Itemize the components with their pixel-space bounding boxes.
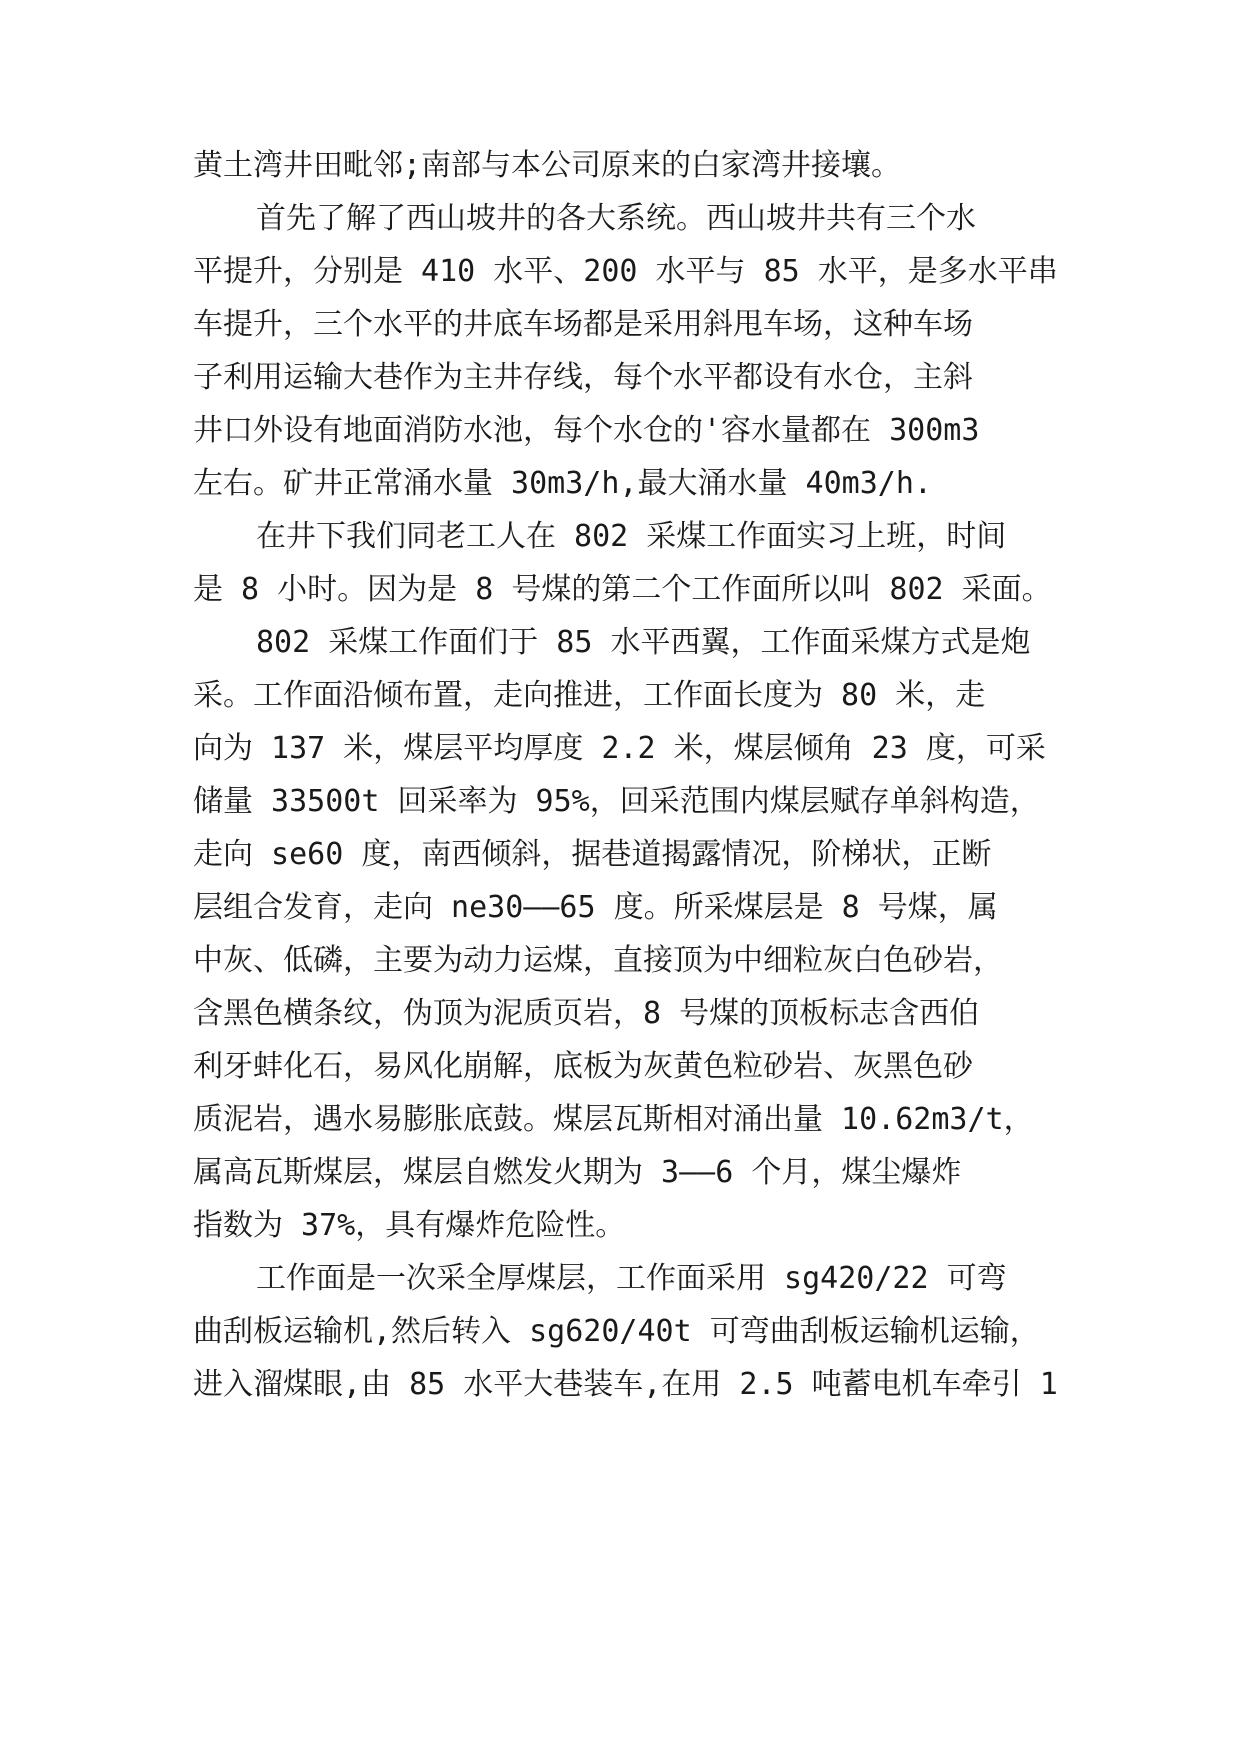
paragraph-start: 工作面是一次采全厚煤层，工作面采用 sg420/22 可弯 <box>256 1261 1007 1296</box>
text-line: 采。工作面沿倾布置，走向推进，工作面长度为 80 米，走 <box>193 678 986 713</box>
text-line: 层组合发育，走向 ne30——65 度。所采煤层是 8 号煤，属 <box>193 890 998 925</box>
text-line: 中灰、低磷，主要为动力运煤，直接顶为中细粒灰白色砂岩， <box>193 943 1003 978</box>
text-line: 车提升，三个水平的井底车场都是采用斜甩车场，这种车场 <box>193 307 973 342</box>
text-line: 黄土湾井田毗邻;南部与本公司原来的白家湾井接壤。 <box>193 148 902 183</box>
text-line: 利牙蚌化石，易风化崩解，底板为灰黄色粒砂岩、灰黑色砂 <box>193 1049 973 1084</box>
text-line: 属高瓦斯煤层，煤层自燃发火期为 3——6 个月，煤尘爆炸 <box>193 1155 962 1190</box>
paragraph-start: 首先了解了西山坡井的各大系统。西山坡井共有三个水 <box>256 201 976 236</box>
text-line: 是 8 小时。因为是 8 号煤的第二个工作面所以叫 802 采面。 <box>193 572 1052 607</box>
text-line: 向为 137 米，煤层平均厚度 2.2 米，煤层倾角 23 度，可采 <box>193 731 1046 766</box>
text-line: 左右。矿井正常涌水量 30m3/h,最大涌水量 40m3/h. <box>193 466 932 501</box>
paragraph-start: 在井下我们同老工人在 802 采煤工作面实习上班，时间 <box>256 519 1007 554</box>
text-line: 质泥岩，遇水易膨胀底鼓。煤层瓦斯相对涌出量 10.62m3/t， <box>193 1102 1034 1137</box>
text-line: 储量 33500t 回采率为 95%，回采范围内煤层赋存单斜构造， <box>193 784 1040 819</box>
paragraph-start: 802 采煤工作面们于 85 水平西翼，工作面采煤方式是炮 <box>256 625 1031 660</box>
text-line: 含黑色横条纹，伪顶为泥质页岩，8 号煤的顶板标志含西伯 <box>193 996 980 1031</box>
text-line: 井口外设有地面消防水池，每个水仓的'容水量都在 300m3 <box>193 413 980 448</box>
text-line: 子利用运输大巷作为主井存线，每个水平都设有水仓，主斜 <box>193 360 973 395</box>
text-line: 指数为 37%，具有爆炸危险性。 <box>193 1208 626 1243</box>
text-line: 走向 se60 度，南西倾斜，据巷道揭露情况，阶梯状，正断 <box>193 837 992 872</box>
text-line: 曲刮板运输机,然后转入 sg620/40t 可弯曲刮板运输机运输， <box>193 1314 1040 1349</box>
text-line: 平提升，分别是 410 水平、200 水平与 85 水平，是多水平串 <box>193 254 1058 289</box>
text-line: 进入溜煤眼,由 85 水平大巷装车,在用 2.5 吨蓄电机车牵引 1 <box>193 1367 1058 1402</box>
